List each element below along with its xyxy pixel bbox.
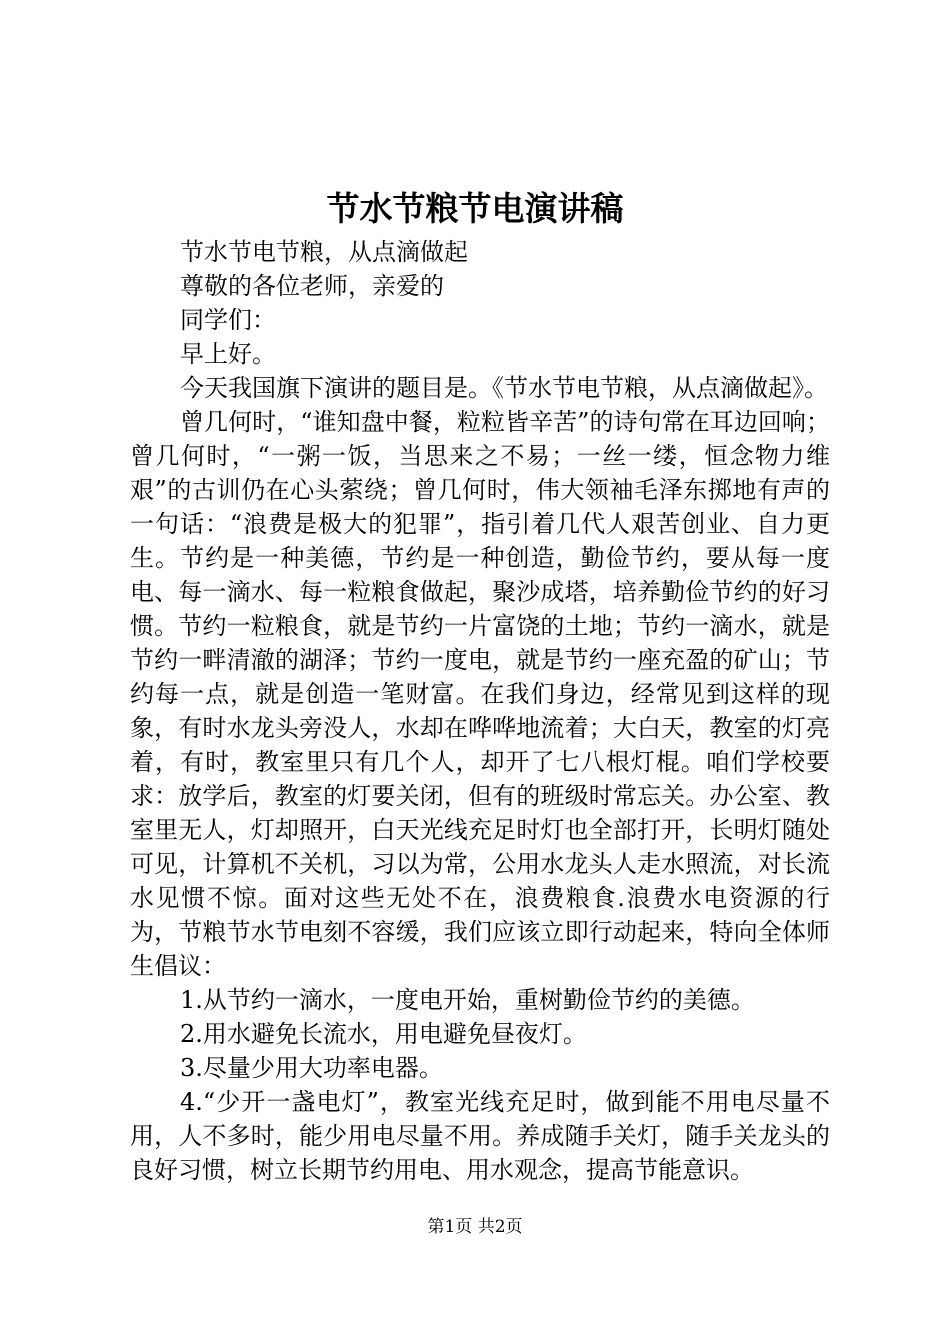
page-footer: 第1页 共2页 xyxy=(427,1217,523,1237)
paragraph-subtitle: 节水节电节粮，从点滴做起 xyxy=(180,238,468,266)
paragraph-greeting-2: 同学们： xyxy=(180,306,276,334)
document-title: 节水节粮节电演讲稿 xyxy=(326,189,624,228)
paragraph-proposal-3: 3.尽量少用大功率电器。 xyxy=(180,1054,443,1082)
paragraph-topic: 今天我国旗下演讲的题目是。《节水节电节粮，从点滴做起》。 xyxy=(180,374,828,402)
paragraph-proposal-4: 4.“少开一盏电灯”，教室光线充足时，做到能不用电尽量不用，人不多时，能少用电尽量不用。养成随手关灯，随手关龙头的良好习惯，树立长期节约用电、用水观念，提高节能意识。 xyxy=(130,1088,830,1184)
paragraph-good-morning: 早上好。 xyxy=(180,340,276,368)
paragraph-main: 曾几何时，“谁知盘中餐，粒粒皆辛苦”的诗句常在耳边回响；曾几何时，“一粥一饭，当思来之不易；一丝一缕，恒念物力维艰”的古训仍在心头萦绕；曾几何时，伟大领袖毛泽东掷地有声的一句话：“浪费是极大的犯罪”，指引着几代人艰苦创业、自力更生。节约是一种美德，节约是一种创造，勤俭节约，要从每一度电、每一滴水、每一粒粮食做起，聚沙成塔，培养勤俭节约的好习惯。节约一粒粮食，就是节约一片富饶的土地；节约一滴水，就是节约一畔清澈的湖泽；节约一度电，就是节约一座充盈的矿山；节约每一点，就是创造一笔财富。在我们身边，经常见到这样的现象，有时水龙头旁没人，水却在哗哗地流着；大白天，教室的灯亮着，有时，教室里只有几个人，却开了七八根灯棍。咱们学校要求：放学后，教室的灯要关闭，但有的班级时常忘关。办公室、教室里无人，灯却照开，白天光线充足时灯也全部打开，长明灯随处可见，计算机不关机，习以为常，公用水龙头人走水照流，对长流水见惯不惊。面对这些无处不在，浪费粮食.浪费水电资源的行为，节粮节水节电刻不容缓，我们应该立即行动起来，特向全体师生倡议： xyxy=(130,408,830,980)
paragraph-proposal-2: 2.用水避免长流水，用电避免昼夜灯。 xyxy=(180,1020,587,1048)
document-body xyxy=(130,235,830,1187)
paragraph-greeting-1: 尊敬的各位老师，亲爱的 xyxy=(180,272,444,300)
paragraph-proposal-1: 1.从节约一滴水，一度电开始，重树勤俭节约的美德。 xyxy=(180,986,755,1014)
